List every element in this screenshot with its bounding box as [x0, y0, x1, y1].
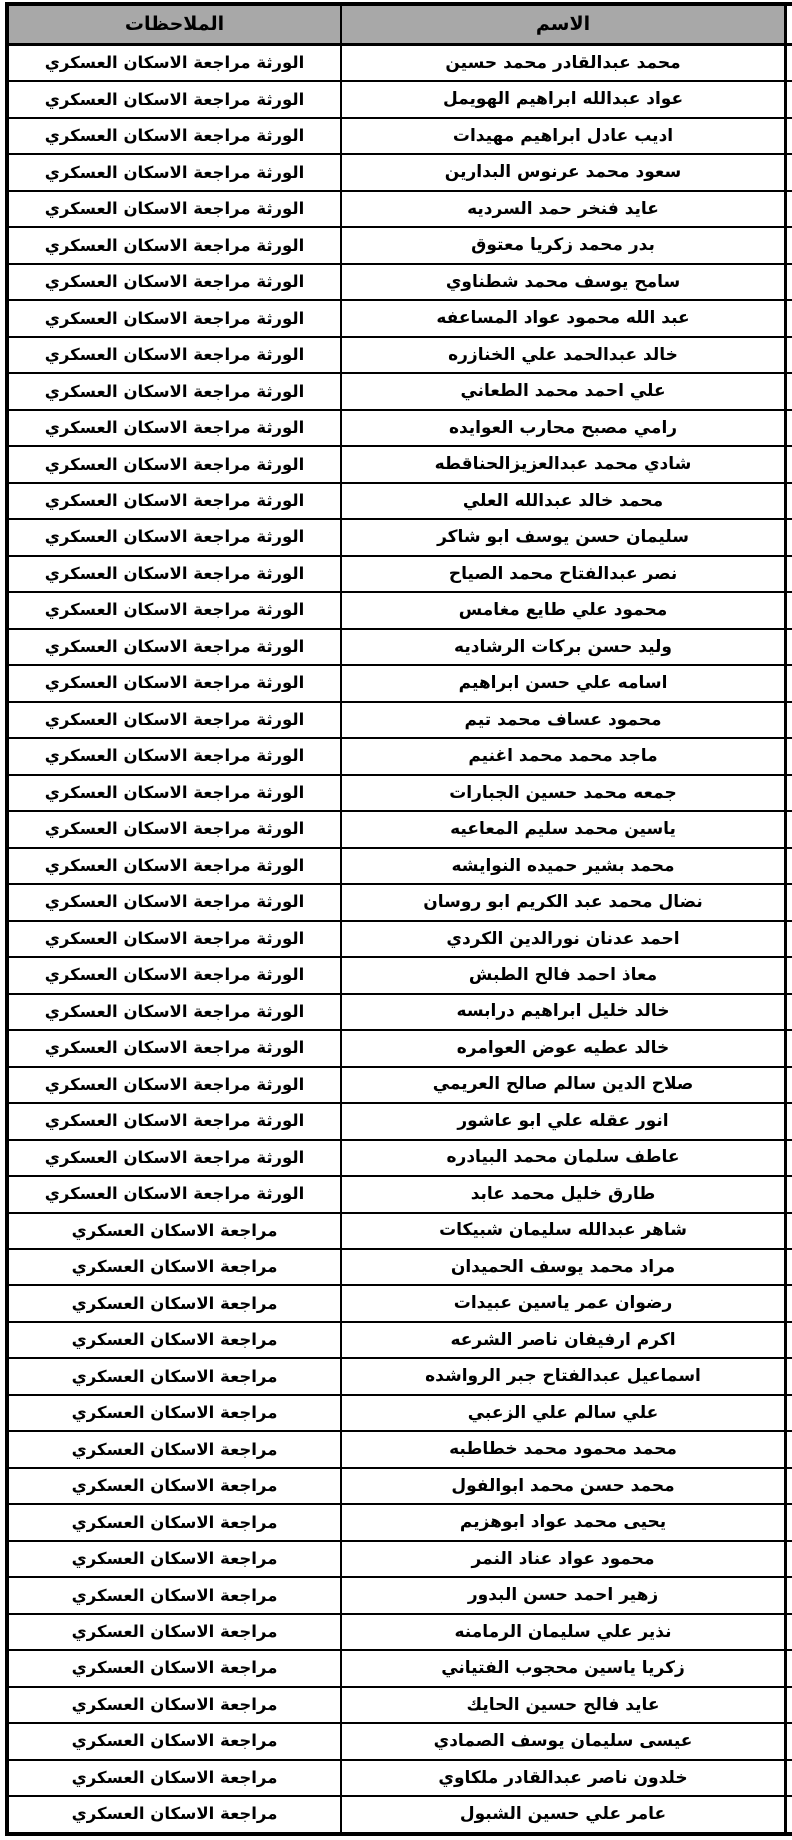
table-row — [9, 374, 792, 410]
name-cell: محمود عساف محمد تيم — [340, 703, 787, 737]
name-cell: معاذ احمد فالح الطبش — [340, 958, 787, 992]
notes-cell: الورثة مراجعة الاسكان العسكري — [44, 199, 305, 219]
notes-cell: الورثة مراجعة الاسكان العسكري — [44, 1147, 305, 1167]
cropped-column-sliver — [787, 1286, 792, 1320]
table-row — [9, 666, 792, 702]
table-row — [9, 447, 792, 483]
cropped-column-sliver — [787, 776, 792, 810]
cropped-column-sliver — [787, 1797, 792, 1831]
cropped-column-sliver — [787, 666, 792, 700]
notes-cell: مراجعة الاسكان العسكري — [71, 1658, 278, 1678]
table-row — [9, 885, 792, 921]
table-row — [9, 557, 792, 593]
cropped-column-sliver — [787, 1396, 792, 1430]
notes-cell: الورثة مراجعة الاسكان العسكري — [44, 126, 305, 146]
cropped-column-sliver — [787, 922, 792, 956]
table-row — [9, 1761, 792, 1797]
cropped-column-sliver — [787, 192, 792, 226]
name-cell: بدر محمد زكريا معتوق — [340, 228, 787, 262]
cropped-column-sliver — [787, 1359, 792, 1393]
table-row — [9, 739, 792, 775]
cropped-column-sliver — [787, 447, 792, 481]
table-row — [9, 520, 792, 556]
name-cell: خلدون ناصر عبدالقادر ملكاوي — [340, 1761, 787, 1795]
name-cell: جمعه محمد حسين الجبارات — [340, 776, 787, 810]
notes-cell: الورثة مراجعة الاسكان العسكري — [44, 892, 305, 912]
name-cell: شاهر عبدالله سليمان شبيكات — [340, 1214, 787, 1248]
notes-cell: مراجعة الاسكان العسكري — [71, 1622, 278, 1641]
cropped-column-sliver — [787, 958, 792, 992]
notes-cell: الورثة مراجعة الاسكان العسكري — [44, 527, 305, 547]
name-cell: اديب عادل ابراهيم مهيدات — [340, 119, 787, 153]
name-cell: رامي مصبح محارب العوايده — [340, 411, 787, 445]
name-cell: خالد خليل ابراهيم درابسه — [340, 995, 787, 1029]
notes-cell: الورثة مراجعة الاسكان العسكري — [44, 636, 305, 656]
cropped-column-sliver — [787, 228, 792, 262]
name-cell: اسماعيل عبدالفتاح جبر الرواشده — [340, 1359, 787, 1393]
table-row — [9, 849, 792, 885]
cropped-column-sliver — [787, 1323, 792, 1357]
notes-cell: مراجعة الاسكان العسكري — [71, 1293, 278, 1313]
cropped-column-sliver — [787, 630, 792, 664]
name-cell: يحيى محمد عواد ابوهزيم — [340, 1505, 787, 1539]
table-row — [9, 82, 792, 118]
name-cell: محمود عواد عناد النمر — [340, 1542, 787, 1576]
table-row — [9, 1542, 792, 1578]
cropped-column-sliver — [787, 1578, 792, 1612]
table-row — [9, 922, 792, 958]
notes-cell: الورثة مراجعة الاسكان العسكري — [44, 345, 305, 365]
table-row — [9, 484, 792, 520]
cropped-column-sliver — [787, 995, 792, 1029]
name-cell: وليد حسن بركات الرشاديه — [340, 630, 787, 664]
name-cell: عايد فنخر حمد السرديه — [340, 192, 787, 226]
table-row — [9, 1651, 792, 1687]
name-cell: زكريا ياسين محجوب الفتياني — [340, 1651, 787, 1685]
cropped-column-sliver — [787, 1615, 792, 1649]
name-cell: ياسين محمد سليم المعاعيه — [340, 812, 787, 846]
table-body — [9, 46, 792, 1832]
cropped-column-sliver — [787, 1432, 792, 1466]
notes-cell: مراجعة الاسكان العسكري — [71, 1220, 278, 1240]
name-cell: عاطف سلمان محمد البيادره — [340, 1141, 787, 1175]
name-cell: سامح يوسف محمد شطناوي — [340, 265, 787, 299]
notes-cell: مراجعة الاسكان العسكري — [71, 1512, 278, 1532]
notes-cell: الورثة مراجعة الاسكان العسكري — [44, 162, 305, 182]
cropped-column-sliver — [787, 1505, 792, 1539]
cropped-column-sliver — [787, 885, 792, 919]
name-cell: خالد عطيه عوض العوامره — [340, 1031, 787, 1065]
table-row — [9, 265, 792, 301]
names-table — [5, 2, 792, 1836]
cropped-column-sliver — [787, 82, 792, 116]
table-row — [9, 119, 792, 155]
notes-cell: الورثة مراجعة الاسكان العسكري — [44, 308, 305, 328]
notes-cell: مراجعة الاسكان العسكري — [71, 1804, 278, 1824]
table-row — [9, 1359, 792, 1395]
notes-cell: الورثة مراجعة الاسكان العسكري — [44, 381, 305, 401]
notes-cell: الورثة مراجعة الاسكان العسكري — [44, 600, 305, 620]
notes-cell: الورثة مراجعة الاسكان العسكري — [44, 673, 305, 693]
cropped-column-sliver — [787, 1688, 792, 1722]
table-row — [9, 995, 792, 1031]
notes-cell: الورثة مراجعة الاسكان العسكري — [44, 782, 305, 802]
header-notes-column: الملاحظات — [9, 6, 340, 43]
cropped-column-sliver — [787, 739, 792, 773]
table-row — [9, 958, 792, 994]
cropped-column-sliver — [787, 338, 792, 372]
cropped-column-sliver — [787, 374, 792, 408]
notes-cell: الورثة مراجعة الاسكان العسكري — [44, 418, 305, 438]
name-cell: اسامه علي حسن ابراهيم — [340, 666, 787, 700]
notes-cell: الورثة مراجعة الاسكان العسكري — [44, 855, 305, 875]
notes-cell: مراجعة الاسكان العسكري — [71, 1330, 278, 1350]
table-row — [9, 1797, 792, 1831]
table-row — [9, 1578, 792, 1614]
notes-cell: مراجعة الاسكان العسكري — [71, 1366, 278, 1386]
notes-cell: الورثة مراجعة الاسكان العسكري — [44, 454, 305, 474]
table-row — [9, 301, 792, 337]
name-cell: محمد بشير حميده النوايشه — [340, 849, 787, 883]
cropped-column-sliver — [787, 119, 792, 153]
name-cell: انور عقله علي ابو عاشور — [340, 1104, 787, 1138]
notes-cell: الورثة مراجعة الاسكان العسكري — [44, 746, 305, 766]
name-cell: نضال محمد عبد الكريم ابو روسان — [340, 885, 787, 919]
notes-cell: مراجعة الاسكان العسكري — [71, 1476, 278, 1496]
name-cell: ماجد محمد محمد اغنيم — [340, 739, 787, 773]
table-row — [9, 1469, 792, 1505]
name-cell: نصر عبدالفتاح محمد الصياح — [340, 557, 787, 591]
table-row — [9, 1250, 792, 1286]
cropped-column-sliver — [787, 1177, 792, 1211]
table-row — [9, 155, 792, 191]
cropped-column-sliver — [787, 1761, 792, 1795]
name-cell: زهير احمد حسن البدور — [340, 1578, 787, 1612]
name-cell: عامر علي حسين الشبول — [340, 1797, 787, 1831]
notes-cell: الورثة مراجعة الاسكان العسكري — [44, 563, 305, 583]
table-row — [9, 1177, 792, 1213]
notes-cell: الورثة مراجعة الاسكان العسكري — [44, 53, 305, 73]
name-cell: صلاح الدين سالم صالح العريمي — [340, 1068, 787, 1102]
name-cell: محمود علي طايع مغامس — [340, 593, 787, 627]
cropped-column-sliver — [787, 484, 792, 518]
table-row — [9, 1104, 792, 1140]
cropped-column-sliver — [787, 1141, 792, 1175]
name-cell: محمد حسن محمد ابوالفول — [340, 1469, 787, 1503]
notes-cell: الورثة مراجعة الاسكان العسكري — [44, 490, 305, 510]
notes-cell: مراجعة الاسكان العسكري — [71, 1257, 278, 1277]
table-row — [9, 228, 792, 264]
cropped-column-sliver — [787, 593, 792, 627]
notes-cell: مراجعة الاسكان العسكري — [71, 1731, 278, 1751]
table-row — [9, 1432, 792, 1468]
name-cell: سعود محمد عرنوس البدارين — [340, 155, 787, 189]
table-row — [9, 1323, 792, 1359]
name-cell: طارق خليل محمد عابد — [340, 1177, 787, 1211]
table-row — [9, 1068, 792, 1104]
name-cell: محمد عبدالقادر محمد حسين — [340, 46, 787, 80]
name-cell: علي احمد محمد الطعاني — [340, 374, 787, 408]
name-cell: رضوان عمر ياسين عبيدات — [340, 1286, 787, 1320]
table-row — [9, 1505, 792, 1541]
name-cell: عواد عبدالله ابراهيم الهويمل — [340, 82, 787, 116]
cropped-column-sliver — [787, 1250, 792, 1284]
cropped-column-sliver — [787, 411, 792, 445]
cropped-column-sliver — [787, 6, 792, 43]
cropped-column-sliver — [787, 849, 792, 883]
notes-cell: مراجعة الاسكان العسكري — [71, 1439, 278, 1459]
table-header-row — [9, 6, 792, 46]
notes-cell: الورثة مراجعة الاسكان العسكري — [44, 1111, 305, 1131]
cropped-column-sliver — [787, 812, 792, 846]
notes-cell: الورثة مراجعة الاسكان العسكري — [44, 235, 305, 255]
cropped-column-sliver — [787, 1104, 792, 1138]
name-cell: عايد فالح حسين الحايك — [340, 1688, 787, 1722]
notes-cell: مراجعة الاسكان العسكري — [71, 1549, 278, 1569]
cropped-column-sliver — [787, 46, 792, 80]
notes-cell: الورثة مراجعة الاسكان العسكري — [44, 965, 305, 985]
cropped-column-sliver — [787, 1031, 792, 1065]
notes-cell: الورثة مراجعة الاسكان العسكري — [44, 272, 305, 292]
header-name-column: الاسم — [340, 6, 787, 43]
table-row — [9, 630, 792, 666]
name-cell: محمد خالد عبدالله العلي — [340, 484, 787, 518]
notes-cell: مراجعة الاسكان العسكري — [71, 1403, 278, 1423]
table-row — [9, 1286, 792, 1322]
name-cell: عيسى سليمان يوسف الصمادي — [340, 1724, 787, 1758]
table-row — [9, 776, 792, 812]
notes-cell: الورثة مراجعة الاسكان العسكري — [44, 1184, 305, 1204]
name-cell: علي سالم علي الزعبي — [340, 1396, 787, 1430]
cropped-column-sliver — [787, 557, 792, 591]
cropped-column-sliver — [787, 155, 792, 189]
table-row — [9, 1396, 792, 1432]
name-cell: مراد محمد يوسف الحميدان — [340, 1250, 787, 1284]
notes-cell: الورثة مراجعة الاسكان العسكري — [44, 1038, 305, 1058]
cropped-column-sliver — [787, 703, 792, 737]
table-row — [9, 1214, 792, 1250]
notes-cell: الورثة مراجعة الاسكان العسكري — [44, 709, 305, 729]
name-cell: عبد الله محمود عواد المساعفه — [340, 301, 787, 335]
cropped-column-sliver — [787, 1651, 792, 1685]
table-row — [9, 411, 792, 447]
name-cell: خالد عبدالحمد علي الخنازره — [340, 338, 787, 372]
table-row — [9, 593, 792, 629]
cropped-column-sliver — [787, 1469, 792, 1503]
table-row — [9, 192, 792, 228]
notes-cell: مراجعة الاسكان العسكري — [71, 1694, 278, 1714]
name-cell: سليمان حسن يوسف ابو شاكر — [340, 520, 787, 554]
notes-cell: الورثة مراجعة الاسكان العسكري — [44, 928, 305, 948]
name-cell: محمد محمود محمد خطاطبه — [340, 1432, 787, 1466]
name-cell: اكرم ارفيفان ناصر الشرعه — [340, 1323, 787, 1357]
notes-cell: الورثة مراجعة الاسكان العسكري — [44, 1074, 305, 1094]
cropped-column-sliver — [787, 520, 792, 554]
cropped-column-sliver — [787, 265, 792, 299]
name-cell: نذير علي سليمان الرمامنه — [340, 1615, 787, 1649]
table-row — [9, 46, 792, 82]
cropped-column-sliver — [787, 1214, 792, 1248]
notes-cell: مراجعة الاسكان العسكري — [71, 1585, 278, 1605]
table-row — [9, 1615, 792, 1651]
name-cell: احمد عدنان نورالدين الكردي — [340, 922, 787, 956]
table-row — [9, 338, 792, 374]
table-row — [9, 812, 792, 848]
cropped-column-sliver — [787, 1542, 792, 1576]
table-row — [9, 1141, 792, 1177]
table-row — [9, 1031, 792, 1067]
notes-cell: الورثة مراجعة الاسكان العسكري — [44, 89, 305, 109]
cropped-column-sliver — [787, 301, 792, 335]
notes-cell: الورثة مراجعة الاسكان العسكري — [44, 1001, 305, 1021]
table-row — [9, 703, 792, 739]
name-cell: شادي محمد عبدالعزيزالحناقطه — [340, 447, 787, 481]
table-row — [9, 1688, 792, 1724]
cropped-column-sliver — [787, 1068, 792, 1102]
table-row — [9, 1724, 792, 1760]
notes-cell: الورثة مراجعة الاسكان العسكري — [44, 819, 305, 839]
notes-cell: مراجعة الاسكان العسكري — [71, 1767, 278, 1787]
cropped-column-sliver — [787, 1724, 792, 1758]
